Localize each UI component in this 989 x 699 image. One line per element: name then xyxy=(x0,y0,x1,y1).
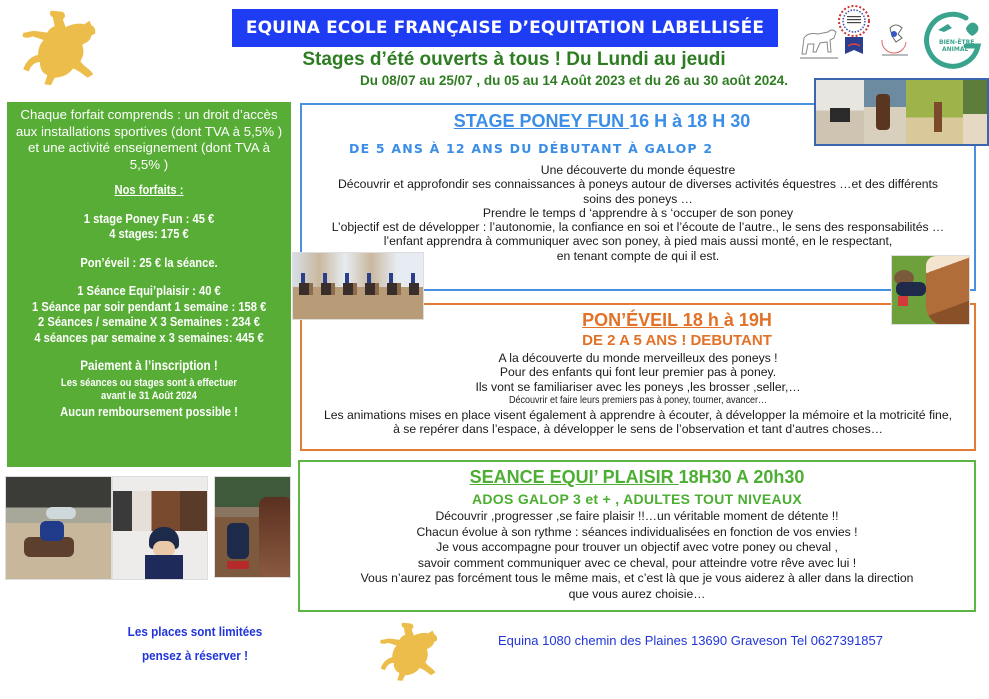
stage-poney-fun-time: 16 H à 18 H 30 xyxy=(629,111,751,131)
stage-poney-fun-name: STAGE PONEY FUN xyxy=(453,111,630,131)
dates: Du 08/07 au 25/07 , du 05 au 14 Août 2023 et du 26 au 30 août 2024. xyxy=(360,73,788,88)
contact-address: Equina 1080 chemin des Plaines 13690 Graveson Tel 0627391857 xyxy=(498,633,883,648)
poneveil-title xyxy=(452,310,902,331)
page-title: EQUINA ECOLE FRANÇAISE D’EQUITATION LABELLISÉE xyxy=(232,9,778,47)
payment-note: Paiement à l’inscription ! xyxy=(80,358,218,373)
bien-etre-label: BIEN-ÊTRE xyxy=(939,39,975,46)
price-equiplaisir-1: 1 Séance Equi’plaisir : 40 € xyxy=(77,283,221,298)
poneveil-age: DE 2 A 5 ANS ! DEBUTANT xyxy=(582,332,772,349)
poneveil-line: Ils vont se familiariser avec les poneys ,les brosser ,seller,… xyxy=(475,379,801,394)
equi-plaisir-age: ADOS GALOP 3 et + , ADULTES TOUT NIVEAUX xyxy=(471,491,803,507)
pricing-panel xyxy=(7,102,291,467)
equi-plaisir-time: 18H30 A 20h30 xyxy=(678,467,805,487)
pricing-intro: Chaque forfait comprends : un droit d’accès aux installations sportives (dont TVA à 5,5% ) et une activité enseignement (dont TVA à 5,5% ) xyxy=(15,107,283,172)
horse-rider-logo xyxy=(16,6,108,98)
poneveil-line: A la découverte du monde merveilleux des poneys ! xyxy=(498,351,778,365)
equi-plaisir-line: Chacun évolue à son rythme : séances individualisées en fonction de vos envies ! xyxy=(416,524,858,539)
limited-places-line2: pensez à réserver ! xyxy=(141,648,249,663)
equi-plaisir-title xyxy=(300,467,974,488)
stage-poney-fun-age: DE 5 ANS À 12 ANS DU DÉBUTANT À GALOP 2 xyxy=(349,141,714,156)
price-poneveil: Pon’éveil : 25 € la séance. xyxy=(80,254,218,270)
poneveil-line: Pour des enfants qui font leur premier pas à poney. xyxy=(499,365,777,380)
stage-poney-fun-line: Découvrir et approfondir ses connaissances à poneys autour de diverses activités équestres …et des différents xyxy=(338,177,938,192)
cheval-club-de-france-logo xyxy=(798,24,840,67)
deadline-note-1: Les séances ou stages sont à effectuer xyxy=(60,376,238,389)
poneveil-line: Les animations mises en place visent également à apprendre à écouter, à développer la mémoire et la motricité fine, xyxy=(323,408,952,423)
poneveil-time: à 19H xyxy=(723,310,772,330)
stage-poney-fun-line: soins des poneys … xyxy=(583,191,693,206)
price-poney-fun-4: 4 stages: 175 € xyxy=(109,226,189,241)
photo-riders-collage xyxy=(814,78,989,146)
poneveil-line: à se repérer dans l’espace, à développer le sens de l’observation et tant d’autres choses… xyxy=(393,422,883,437)
animal-label: ANIMAL xyxy=(942,46,969,53)
price-poney-fun-1: 1 stage Poney Fun : 45 € xyxy=(83,210,215,226)
poney-club-de-france-logo xyxy=(876,20,912,65)
poneveil-section xyxy=(300,303,976,451)
price-equiplaisir-3: 2 Séances / semaine X 3 Semaines : 234 € xyxy=(38,314,260,329)
stage-poney-fun-title xyxy=(302,111,902,132)
subtitle: Stages d’été ouverts à tous ! Du Lundi au jeudi xyxy=(302,49,726,70)
stage-poney-fun-line: L’objectif est de développer : l’autonomie, la confiance en soi et l’écoute de l’autre., le sens des responsabilités … xyxy=(331,220,945,235)
pricing-heading: Nos forfaits : xyxy=(114,182,184,197)
equi-plaisir-section xyxy=(298,460,976,612)
stage-poney-fun-line: Prendre le temps d ‘apprendre à s ‘occuper de son poney xyxy=(482,205,794,220)
bien-etre-animal-logo xyxy=(922,8,984,75)
stage-poney-fun-line: Une découverte du monde équestre xyxy=(540,163,736,177)
deadline-note-2: avant le 31 Août 2024 xyxy=(101,389,197,402)
photo-child-with-pony xyxy=(891,255,970,325)
horse-rider-logo-footer xyxy=(375,616,447,694)
price-equiplaisir-4: 4 séances par semaine x 3 semaines: 445 € xyxy=(34,329,264,345)
partner-logos xyxy=(796,4,986,68)
equi-plaisir-line: que vous aurez choisie… xyxy=(568,586,706,601)
limited-places-note xyxy=(110,620,281,668)
no-refund-note: Aucun remboursement possible ! xyxy=(60,403,238,419)
poneveil-line: Découvrir et faire leurs premiers pas à poney, tourner, avancer… xyxy=(509,394,767,406)
equi-plaisir-line: savoir comment communiquer avec ce cheval, pour atteindre votre rêve avec lui ! xyxy=(417,555,857,570)
photo-indoor-arena-ponies xyxy=(292,252,424,320)
equi-plaisir-line: Vous n’aurez pas forcément tous le même mais, et c’est là que je vous aiderez à aller dans la direction xyxy=(360,571,914,585)
stage-poney-fun-line: en tenant compte de qui il est. xyxy=(556,248,720,263)
photo-child-and-pony-outdoor xyxy=(214,476,291,578)
limited-places-line1: Les places sont limitées xyxy=(127,624,263,639)
photo-children-riding-indoor xyxy=(5,476,112,580)
ecole-francaise-equitation-badge xyxy=(836,4,872,63)
equi-plaisir-line: Je vous accompagne pour trouver un objectif avec votre poney ou cheval , xyxy=(436,540,838,554)
equi-plaisir-name: SEANCE EQUI’ PLAISIR xyxy=(469,467,679,487)
price-equiplaisir-2: 1 Séance par soir pendant 1 semaine : 158 € xyxy=(32,298,267,314)
equi-plaisir-line: Découvrir ,progresser ,se faire plaisir !!…un véritable moment de détente !! xyxy=(435,509,839,523)
photo-child-with-helmet-and-pony xyxy=(112,476,208,580)
poneveil-name: PON’ÉVEIL 18 h xyxy=(582,310,724,330)
stage-poney-fun-line: l’enfant apprendra à communiquer avec son poney, à pied mais aussi monté, en le respectant, xyxy=(383,234,893,249)
